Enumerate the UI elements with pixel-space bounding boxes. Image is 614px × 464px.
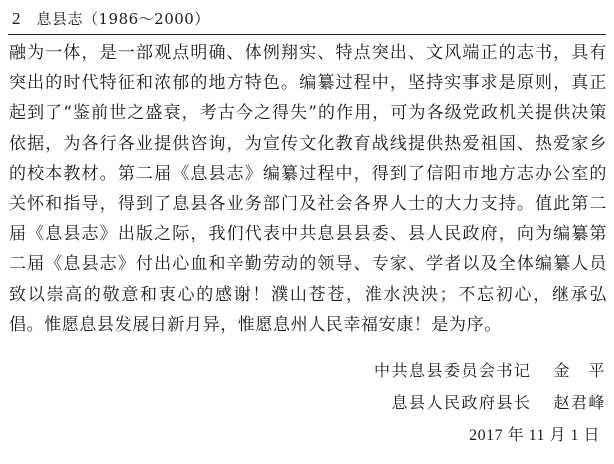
signature-name: 赵君峰 <box>553 393 606 412</box>
signature-party-secretary <box>374 358 606 381</box>
header-rule <box>8 34 606 35</box>
signature-date: 2017 年 11 月 1 日 <box>469 427 600 444</box>
signature-title: 息县人民政府县长 <box>391 393 532 412</box>
signature-title: 中共息县委员会书记 <box>373 361 532 380</box>
signature-name: 金 平 <box>553 361 606 380</box>
page-header <box>8 6 606 32</box>
signature-county-head <box>391 390 606 413</box>
running-title: 息县志（1986～2000） <box>36 10 210 28</box>
preface-paragraph: 融为一体，是一部观点明确、体例翔实、特点突出、文风端正的志书，具有突出的时代特征和浓郁的地方特色。编纂过程中，坚持实事求是原则，真正起到了“鉴前世之盛衰，考古今之得失”的作用，可为各级党政机关提供决策依据，为各行各业提供咨询，为宣传文化教育战线提供热爱祖国、热爱家乡的校本教材。第二届《息县志》编纂过程中，得到了信阳市地方志办公室的关怀和指导，得到了息县各业务部门及社会各界人士的大力支持。值此第二届《息县志》出版之际，我们代表中共息县县委、县人民政府，向为编纂第二届《息县志》付出心血和辛勤劳动的领导、专家、学者以及全体编纂人员致以崇高的敬意和衷心的感谢！濮山苍苍，淮水泱泱；不忘初心，继承弘倡。惟愿息县发展日新月异，惟愿息州人民幸福安康！是为序。 <box>9 43 607 335</box>
page-number: 2 <box>12 9 21 28</box>
